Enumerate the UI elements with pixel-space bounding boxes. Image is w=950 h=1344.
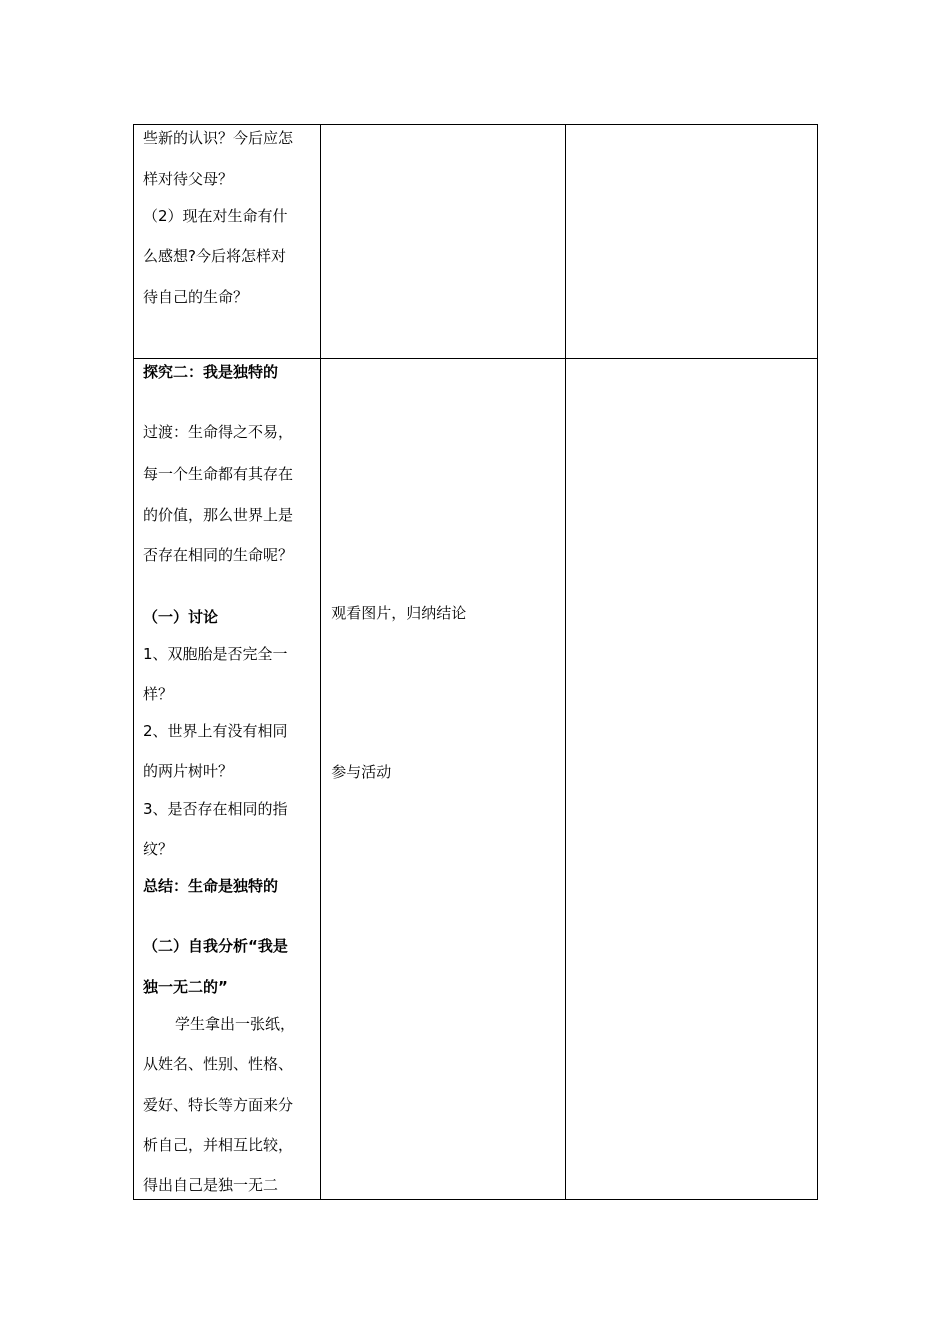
- design-intent-cell: [565, 359, 817, 1200]
- teacher-activity-cell: [134, 125, 321, 359]
- subsection-heading: （二）自我分析“我是: [143, 937, 288, 955]
- student-activity-cell: [321, 359, 565, 1200]
- table-row: [134, 359, 818, 1200]
- teacher-activity-cell: [134, 359, 321, 1200]
- summary-text: 总结：生命是独特的: [143, 877, 279, 895]
- text-line: 从姓名、性别、性格、: [143, 1055, 294, 1073]
- text-line: 得出自己是独一无二: [143, 1176, 279, 1194]
- text-line: 否存在相同的生命呢？: [143, 546, 294, 564]
- text-line: 些新的认识？今后应怎: [143, 129, 294, 147]
- subsection-heading: 独一无二的”: [143, 978, 228, 996]
- text-line: 的两片树叶？: [143, 762, 234, 780]
- text-line: 2、世界上有没有相同: [143, 722, 288, 740]
- text-line: 样对待父母？: [143, 170, 234, 188]
- text-line: 1、双胞胎是否完全一: [143, 645, 288, 663]
- student-activity-text: 参与活动: [331, 763, 392, 781]
- text-line: 待自己的生命？: [143, 288, 249, 306]
- text-line: 么感想?今后将怎样对: [143, 247, 286, 265]
- text-line: 过渡：生命得之不易，: [143, 423, 294, 441]
- student-activity-cell: [321, 125, 565, 359]
- text-line: 爱好、特长等方面来分: [143, 1096, 294, 1114]
- text-line: 纹？: [143, 840, 174, 858]
- text-line: （2）现在对生命有什: [143, 207, 288, 225]
- text-line: 学生拿出一张纸，: [175, 1015, 296, 1033]
- text-line: 3、是否存在相同的指: [143, 800, 288, 818]
- text-line: 样？: [143, 685, 174, 703]
- subsection-heading: （一）讨论: [143, 608, 219, 626]
- text-line: 每一个生命都有其存在: [143, 465, 294, 483]
- student-activity-text: 观看图片，归纳结论: [331, 604, 467, 622]
- lesson-plan-table: [133, 124, 818, 1200]
- text-line: 析自己，并相互比较，: [143, 1136, 294, 1154]
- design-intent-cell: [565, 125, 817, 359]
- table-row: [134, 125, 818, 359]
- text-line: 的价值，那么世界上是: [143, 506, 294, 524]
- section-heading: 探究二：我是独特的: [143, 363, 279, 381]
